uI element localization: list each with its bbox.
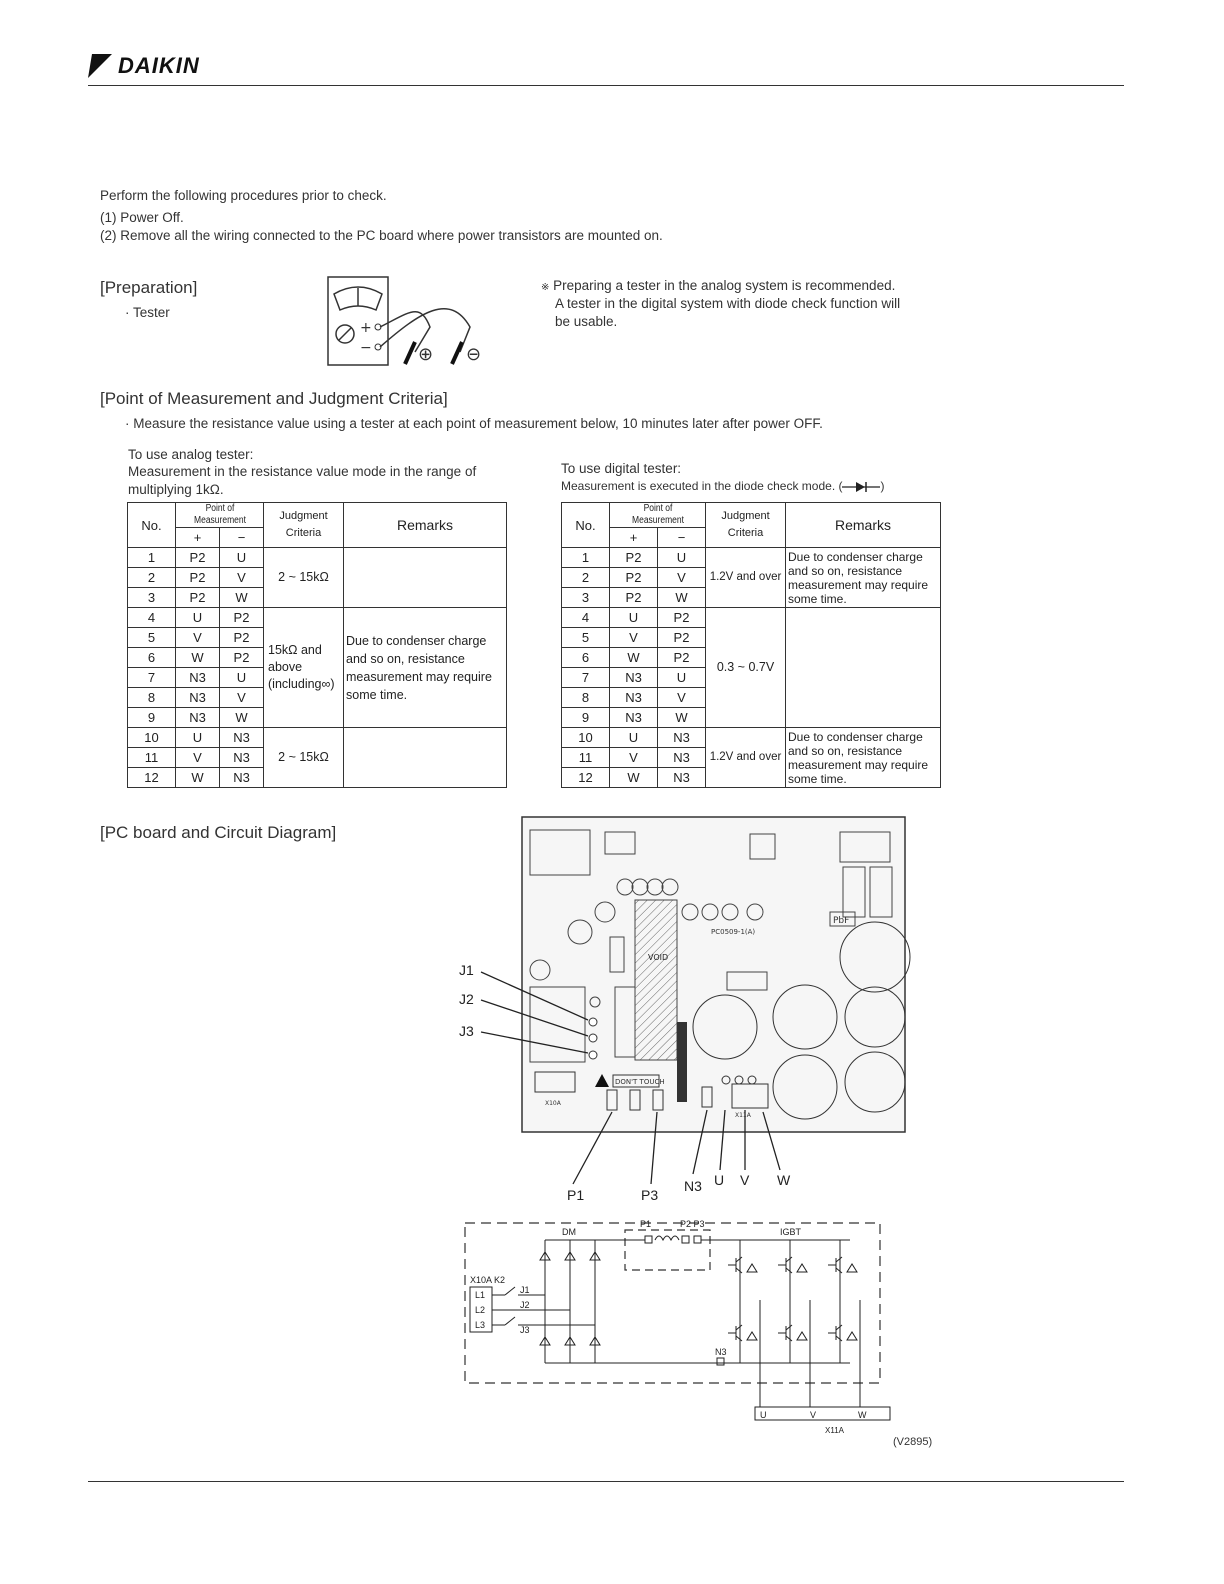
analog-header-minus: −	[220, 528, 264, 548]
circuit-w: W	[858, 1410, 867, 1420]
cell-minus: W	[220, 588, 264, 608]
cell-minus: V	[220, 688, 264, 708]
board-x10a: X10A	[545, 1100, 561, 1107]
cell-minus: P2	[220, 648, 264, 668]
cell-plus: W	[176, 648, 220, 668]
table-row	[562, 548, 941, 568]
digital-table	[561, 502, 941, 788]
cell-no: 9	[128, 708, 176, 728]
cell-plus: U	[176, 608, 220, 628]
analog-title-2: Measurement in the resistance value mode in the range of	[128, 464, 477, 479]
probe-minus: ⊖	[466, 344, 482, 365]
circuit-diagram	[460, 1215, 900, 1440]
cell-no: 8	[562, 688, 610, 708]
digital-crit-2: 0.3 ~ 0.7V	[706, 608, 786, 728]
cell-no: 5	[128, 628, 176, 648]
circuit-x11a: X11A	[825, 1426, 844, 1435]
board-heading: [PC board and Circuit Diagram]	[100, 823, 337, 842]
cell-no: 5	[562, 628, 610, 648]
analog-crit-2-c: (including∞)	[268, 677, 335, 691]
digital-remark-3-d: some time.	[788, 771, 847, 786]
table-row	[562, 608, 941, 628]
cell-no: 11	[562, 748, 610, 768]
table-row	[128, 548, 507, 568]
label-n3: N3	[684, 1178, 702, 1194]
circuit-l1: L1	[475, 1290, 486, 1300]
intro-line-1: Perform the following procedures prior to check.	[100, 188, 387, 203]
cell-plus: P2	[176, 568, 220, 588]
table-row	[562, 728, 941, 748]
intro-line-2: (1) Power Off.	[100, 210, 184, 225]
cell-minus: U	[658, 668, 706, 688]
cell-minus: N3	[220, 728, 264, 748]
measurement-heading: [Point of Measurement and Judgment Criteria]	[100, 389, 448, 408]
label-u: U	[714, 1172, 725, 1188]
board-dont-touch: DON'T TOUCH	[615, 1078, 665, 1086]
circuit-j2: J2	[520, 1300, 530, 1310]
digital-remark-1	[786, 548, 941, 608]
digital-remark-3	[786, 728, 941, 788]
cell-no: 8	[128, 688, 176, 708]
analog-remark-a: Due to condenser charge	[346, 633, 487, 648]
cell-no: 7	[128, 668, 176, 688]
cell-plus: P2	[610, 548, 658, 568]
digital-remark-3-c: measurement may require	[788, 757, 929, 772]
digital-title-2-end: )	[880, 479, 885, 493]
tester-plus: +	[360, 320, 372, 336]
digital-header-no: No.	[562, 503, 610, 548]
label-p1: P1	[567, 1187, 585, 1203]
table-row	[128, 608, 507, 628]
intro-line-3: (2) Remove all the wiring connected to the PC board where power transistors are mounted on.	[100, 228, 663, 243]
board-void: VOID	[648, 953, 669, 962]
cell-plus: U	[176, 728, 220, 748]
cell-plus: P2	[176, 588, 220, 608]
label-w: W	[777, 1172, 791, 1188]
daikin-mark-icon	[88, 54, 112, 78]
board-pbf: PbF	[833, 916, 850, 926]
cell-minus: W	[658, 708, 706, 728]
cell-minus: U	[220, 548, 264, 568]
label-j2: J2	[459, 991, 474, 1007]
digital-crit-1: 1.2V and over	[706, 548, 786, 608]
digital-remark-1-b: and so on, resistance	[788, 563, 903, 578]
analog-header-point: Point of Measurement	[182, 503, 257, 528]
cell-no: 7	[562, 668, 610, 688]
figure-code: (V2895)	[893, 1436, 933, 1448]
preparation-note-1	[541, 277, 895, 297]
cell-plus: V	[610, 748, 658, 768]
cell-minus: V	[658, 568, 706, 588]
brand-name: DAIKIN	[118, 53, 200, 78]
analog-crit-2-a: 15kΩ and	[268, 643, 322, 657]
digital-header-remarks: Remarks	[786, 503, 941, 548]
analog-table	[127, 502, 507, 788]
cell-minus: P2	[658, 608, 706, 628]
circuit-l3: L3	[475, 1320, 486, 1330]
analog-title-3: multiplying 1kΩ.	[128, 482, 224, 497]
digital-remark-1-d: some time.	[788, 591, 847, 606]
cell-plus: N3	[176, 668, 220, 688]
digital-header-judgment: Judgment Criteria	[706, 503, 786, 548]
cell-no: 6	[128, 648, 176, 668]
preparation-item: · Tester	[125, 305, 170, 320]
circuit-x10a-k2: X10A K2	[470, 1275, 506, 1285]
cell-plus: W	[176, 768, 220, 788]
analog-crit-1: 2 ~ 15kΩ	[264, 548, 344, 608]
digital-remark-3-a: Due to condenser charge	[788, 729, 923, 744]
cell-minus: N3	[658, 748, 706, 768]
cell-minus: P2	[658, 648, 706, 668]
cell-no: 6	[562, 648, 610, 668]
cell-minus: P2	[220, 608, 264, 628]
analog-crit-2-b: above	[268, 660, 303, 674]
cell-no: 1	[562, 548, 610, 568]
label-j3: J3	[459, 1023, 474, 1039]
board-x11a: X11A	[735, 1112, 751, 1119]
cell-minus: W	[220, 708, 264, 728]
cell-plus: P2	[176, 548, 220, 568]
digital-title-2	[561, 479, 884, 493]
tester-illustration	[320, 272, 500, 372]
cell-plus: U	[610, 608, 658, 628]
digital-header-row-1	[562, 503, 941, 528]
cell-minus: N3	[220, 748, 264, 768]
label-v: V	[740, 1172, 750, 1188]
cell-minus: V	[220, 568, 264, 588]
table-row	[128, 728, 507, 748]
cell-no: 2	[128, 568, 176, 588]
preparation-note-2: A tester in the digital system with diode check function will	[555, 296, 901, 311]
circuit-j3: J3	[520, 1325, 530, 1335]
label-p3: P3	[641, 1187, 659, 1203]
note-line-1: Preparing a tester in the analog system is recommended.	[553, 278, 896, 293]
digital-remark-1-a: Due to condenser charge	[788, 549, 923, 564]
digital-header-plus: +	[610, 528, 658, 548]
cell-plus: W	[610, 648, 658, 668]
cell-no: 10	[128, 728, 176, 748]
analog-header-judgment: Judgment Criteria	[264, 503, 344, 548]
cell-plus: V	[610, 628, 658, 648]
cell-plus: N3	[610, 668, 658, 688]
cell-minus: N3	[658, 768, 706, 788]
analog-remark-empty-3	[344, 728, 507, 788]
cell-no: 9	[562, 708, 610, 728]
digital-title-1: To use digital tester:	[561, 461, 682, 476]
circuit-l2: L2	[475, 1305, 486, 1315]
digital-remark-empty	[786, 608, 941, 728]
header-rule	[88, 85, 1124, 86]
cell-no: 10	[562, 728, 610, 748]
circuit-igbt: IGBT	[780, 1227, 802, 1237]
analog-remark	[344, 608, 507, 728]
cell-no: 1	[128, 548, 176, 568]
analog-crit-2	[264, 608, 344, 728]
analog-title-1: To use analog tester:	[128, 447, 254, 462]
cell-plus: P2	[610, 588, 658, 608]
cell-plus: P2	[610, 568, 658, 588]
circuit-p2p3: P2 P3	[680, 1219, 705, 1229]
cell-plus: W	[610, 768, 658, 788]
diode-symbol-icon	[842, 481, 880, 493]
analog-header-row-1	[128, 503, 507, 528]
preparation-heading: [Preparation]	[100, 278, 198, 297]
note-mark: ※	[541, 282, 550, 293]
cell-minus: N3	[658, 728, 706, 748]
cell-plus: N3	[610, 708, 658, 728]
digital-remark-3-b: and so on, resistance	[788, 743, 903, 758]
digital-title-2-text: Measurement is executed in the diode check mode. (	[561, 479, 843, 493]
cell-plus: U	[610, 728, 658, 748]
cell-minus: W	[658, 588, 706, 608]
board-model: PC0509-1(A)	[711, 928, 756, 936]
analog-header-remarks: Remarks	[344, 503, 507, 548]
circuit-n3: N3	[715, 1347, 727, 1357]
digital-header-point: Point of Measurement	[617, 503, 699, 528]
analog-crit-3: 2 ~ 15kΩ	[264, 728, 344, 788]
cell-minus: P2	[220, 628, 264, 648]
analog-header-plus: +	[176, 528, 220, 548]
circuit-dm: DM	[562, 1227, 576, 1237]
cell-no: 3	[128, 588, 176, 608]
measurement-instruction: · Measure the resistance value using a tester at each point of measurement below, 10 minutes later after power OFF.	[125, 416, 823, 431]
cell-no: 4	[562, 608, 610, 628]
cell-no: 3	[562, 588, 610, 608]
preparation-note-3: be usable.	[555, 314, 618, 329]
analog-header-no: No.	[128, 503, 176, 548]
cell-no: 12	[562, 768, 610, 788]
circuit-j1: J1	[520, 1285, 530, 1295]
cell-minus: U	[220, 668, 264, 688]
tester-minus: −	[360, 340, 372, 356]
digital-remark-1-c: measurement may require	[788, 577, 929, 592]
cell-plus: N3	[176, 688, 220, 708]
cell-minus: V	[658, 688, 706, 708]
digital-crit-3: 1.2V and over	[706, 728, 786, 788]
digital-header-minus: −	[658, 528, 706, 548]
circuit-p1: P1	[640, 1219, 652, 1229]
pc-board-illustration	[455, 812, 915, 1207]
analog-remark-b: and so on, resistance	[346, 651, 465, 666]
cell-minus: U	[658, 548, 706, 568]
cell-no: 11	[128, 748, 176, 768]
cell-plus: V	[176, 748, 220, 768]
cell-no: 4	[128, 608, 176, 628]
probe-plus: ⊕	[418, 344, 434, 365]
cell-plus: N3	[610, 688, 658, 708]
analog-remark-d: some time.	[346, 687, 408, 702]
label-j1: J1	[459, 962, 474, 978]
brand-logo	[88, 52, 200, 80]
footer-rule	[88, 1481, 1124, 1482]
cell-minus: N3	[220, 768, 264, 788]
cell-no: 2	[562, 568, 610, 588]
cell-minus: P2	[658, 628, 706, 648]
analog-remark-empty-1	[344, 548, 507, 608]
cell-no: 12	[128, 768, 176, 788]
cell-plus: V	[176, 628, 220, 648]
circuit-v: V	[810, 1410, 817, 1420]
cell-plus: N3	[176, 708, 220, 728]
analog-remark-c: measurement may require	[346, 669, 492, 684]
circuit-u: U	[760, 1410, 767, 1420]
